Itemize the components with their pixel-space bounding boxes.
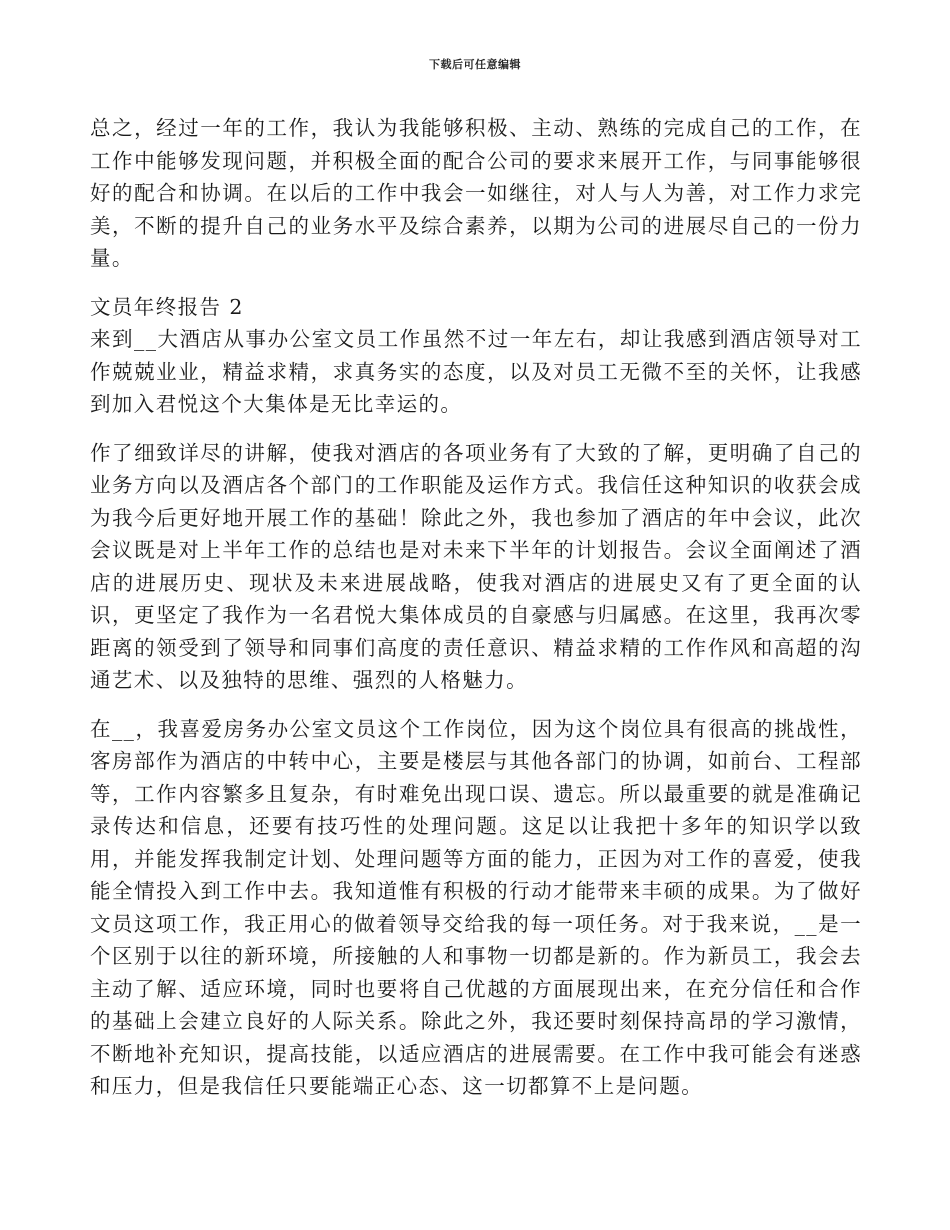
text-line: 在__，我喜爱房务办公室文员这个工作岗位，因为这个岗位具有很高的挑战性，	[90, 716, 862, 741]
text-line: 能全情投入到工作中去。我知道惟有积极的行动才能带来丰硕的成果。为了做好	[90, 879, 862, 903]
text-line: 和压力，但是我信任只要能端正心态、这一切都算不上是问题。	[90, 1074, 704, 1098]
document-body	[90, 112, 862, 1119]
text-line: 作兢兢业业，精益求精，求真务实的态度，以及对员工无微不至的关怀，让我感	[90, 359, 862, 384]
paragraph-intro	[90, 323, 862, 421]
text-line: 个区别于以往的新环境，所接触的人和事物一切都是新的。作为新员工，我会去	[90, 944, 862, 968]
text-line: 为我今后更好地开展工作的基础！除此之外，我也参加了酒店的年中会议，此次	[90, 505, 862, 530]
paragraph-position	[90, 713, 862, 1103]
section-block	[90, 291, 862, 324]
text-line: 主动了解、适应环境，同时也要将自己优越的方面展现出来，在充分信任和合作	[90, 976, 862, 1001]
text-line: 总之，经过一年的工作，我认为我能够积极、主动、熟练的完成自己的工作，在	[90, 116, 862, 140]
text-line: 到加入君悦这个大集体是无比幸运的。	[90, 392, 463, 416]
text-line: 会议既是对上半年工作的总结也是对未来下半年的计划报告。会议全面阐述了酒	[90, 538, 862, 562]
text-line: 用，并能发挥我制定计划、处理问题等方面的能力，正因为对工作的喜爱，使我	[90, 846, 862, 871]
text-line: 不断地补充知识，提高技能，以适应酒店的进展需要。在工作中我可能会有迷惑	[90, 1041, 862, 1066]
text-line: 文员这项工作，我正用心的做着领导交给我的每一项任务。对于我来说，__是一	[90, 911, 862, 936]
text-line: 作了细致详尽的讲解，使我对酒店的各项业务有了大致的了解，更明确了自己的	[90, 440, 862, 465]
text-line: 客房部作为酒店的中转中心，主要是楼层与其他各部门的协调，如前台、工程部	[90, 749, 862, 773]
page-header: 下载后可任意编辑	[429, 58, 521, 71]
text-line: 的基础上会建立良好的人际关系。除此之外，我还要时刻保持高昂的学习激情，	[90, 1009, 862, 1033]
text-line: 通艺术、以及独特的思维、强烈的人格魅力。	[90, 668, 528, 692]
text-line: 工作中能够发现问题，并积极全面的配合公司的要求来展开工作，与同事能够很	[90, 148, 862, 173]
text-line: 录传达和信息，还要有技巧性的处理问题。这足以让我把十多年的知识学以致	[90, 814, 862, 838]
text-line: 来到__大酒店从事办公室文员工作虽然不过一年左右，却让我感到酒店领导对工	[90, 327, 862, 351]
text-line: 量。	[90, 246, 134, 270]
text-line: 美，不断的提升自己的业务水平及综合素养，以期为公司的进展尽自己的一份力	[90, 213, 862, 238]
text-line: 业务方向以及酒店各个部门的工作职能及运作方式。我信任这种知识的收获会成	[90, 473, 862, 497]
text-line: 距离的领受到了领导和同事们高度的责任意识、精益求精的工作作风和高超的沟	[90, 635, 862, 660]
paragraph-training	[90, 437, 862, 697]
section-title: 文员年终报告 2	[90, 294, 244, 319]
text-line: 等，工作内容繁多且复杂，有时难免出现口误、遗忘。所以最重要的就是准确记	[90, 781, 862, 806]
text-line: 识，更坚定了我作为一名君悦大集体成员的自豪感与归属感。在这里，我再次零	[90, 603, 862, 627]
text-line: 好的配合和协调。在以后的工作中我会一如继往，对人与人为善，对工作力求完	[90, 181, 862, 205]
paragraph-summary	[90, 112, 862, 275]
text-line: 店的进展历史、现状及未来进展战略，使我对酒店的进展史又有了更全面的认	[90, 570, 862, 595]
